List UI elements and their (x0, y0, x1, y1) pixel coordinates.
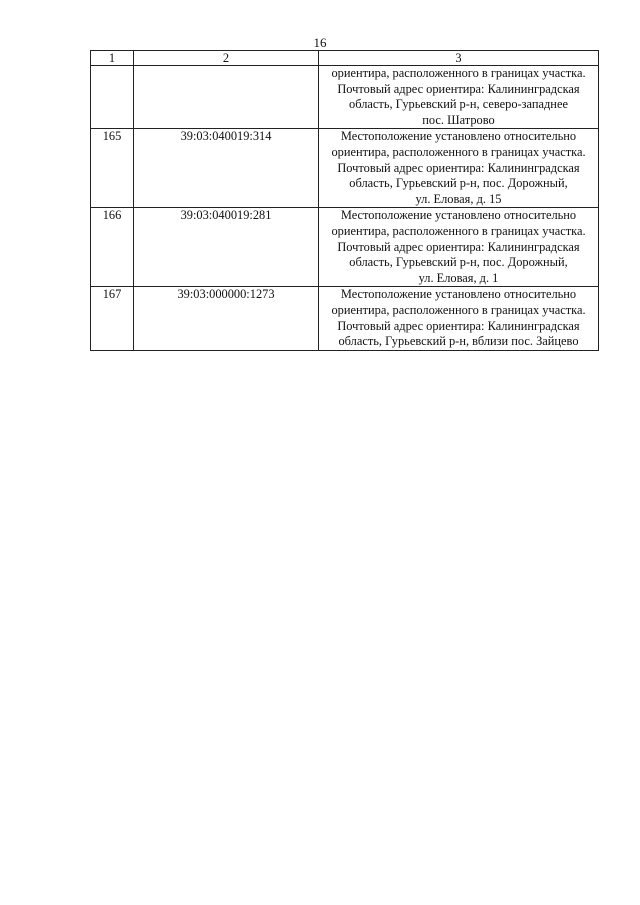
location-line: Почтовый адрес ориентира: Калининградская (337, 81, 580, 96)
location-line: ориентира, расположенного в границах участка. (331, 223, 586, 238)
table-row (91, 129, 599, 208)
location-line: область, Гурьевский р-н, пос. Дорожный, (349, 176, 568, 191)
table-header-row (91, 51, 599, 66)
location-description (319, 129, 599, 208)
row-number: 167 (91, 287, 134, 350)
location-line: Почтовый адрес ориентира: Калининградская (337, 318, 580, 333)
location-line: Почтовый адрес ориентира: Калининградская (337, 160, 580, 175)
location-line: пос. Шатрово (422, 112, 495, 127)
land-plot-table (90, 50, 599, 351)
location-description (319, 208, 599, 287)
location-line: Местоположение установлено относительно (340, 129, 577, 144)
column-header-2: 2 (134, 51, 319, 66)
location-line: ориентира, расположенного в границах участка. (331, 66, 586, 80)
location-line: область, Гурьевский р-н, пос. Дорожный, (349, 255, 568, 270)
column-header-3: 3 (319, 51, 599, 66)
table-row (91, 208, 599, 287)
page-number: 16 (313, 35, 327, 50)
location-line: Почтовый адрес ориентира: Калининградская (337, 239, 580, 254)
table-row (91, 287, 599, 350)
column-header-1: 1 (91, 51, 134, 66)
table-row (91, 66, 599, 129)
cadastral-number: 39:03:000000:1273 (134, 287, 319, 350)
location-line: область, Гурьевский р-н, вблизи пос. Зайцево (338, 334, 579, 349)
location-description (319, 287, 599, 350)
location-line: Местоположение установлено относительно (340, 287, 577, 302)
location-line: ориентира, расположенного в границах участка. (331, 144, 586, 159)
cadastral-number: 39:03:040019:281 (134, 208, 319, 287)
row-number: 166 (91, 208, 134, 287)
cadastral-number (134, 66, 319, 129)
location-line: область, Гурьевский р-н, северо-западнее (349, 97, 568, 112)
location-line: ул. Еловая, д. 1 (418, 270, 499, 285)
row-number: 165 (91, 129, 134, 208)
location-line: Местоположение установлено относительно (340, 208, 577, 223)
location-line: ориентира, расположенного в границах участка. (331, 302, 586, 317)
location-description (319, 66, 599, 129)
cadastral-number: 39:03:040019:314 (134, 129, 319, 208)
row-number (91, 66, 134, 129)
location-line: ул. Еловая, д. 15 (415, 191, 502, 206)
